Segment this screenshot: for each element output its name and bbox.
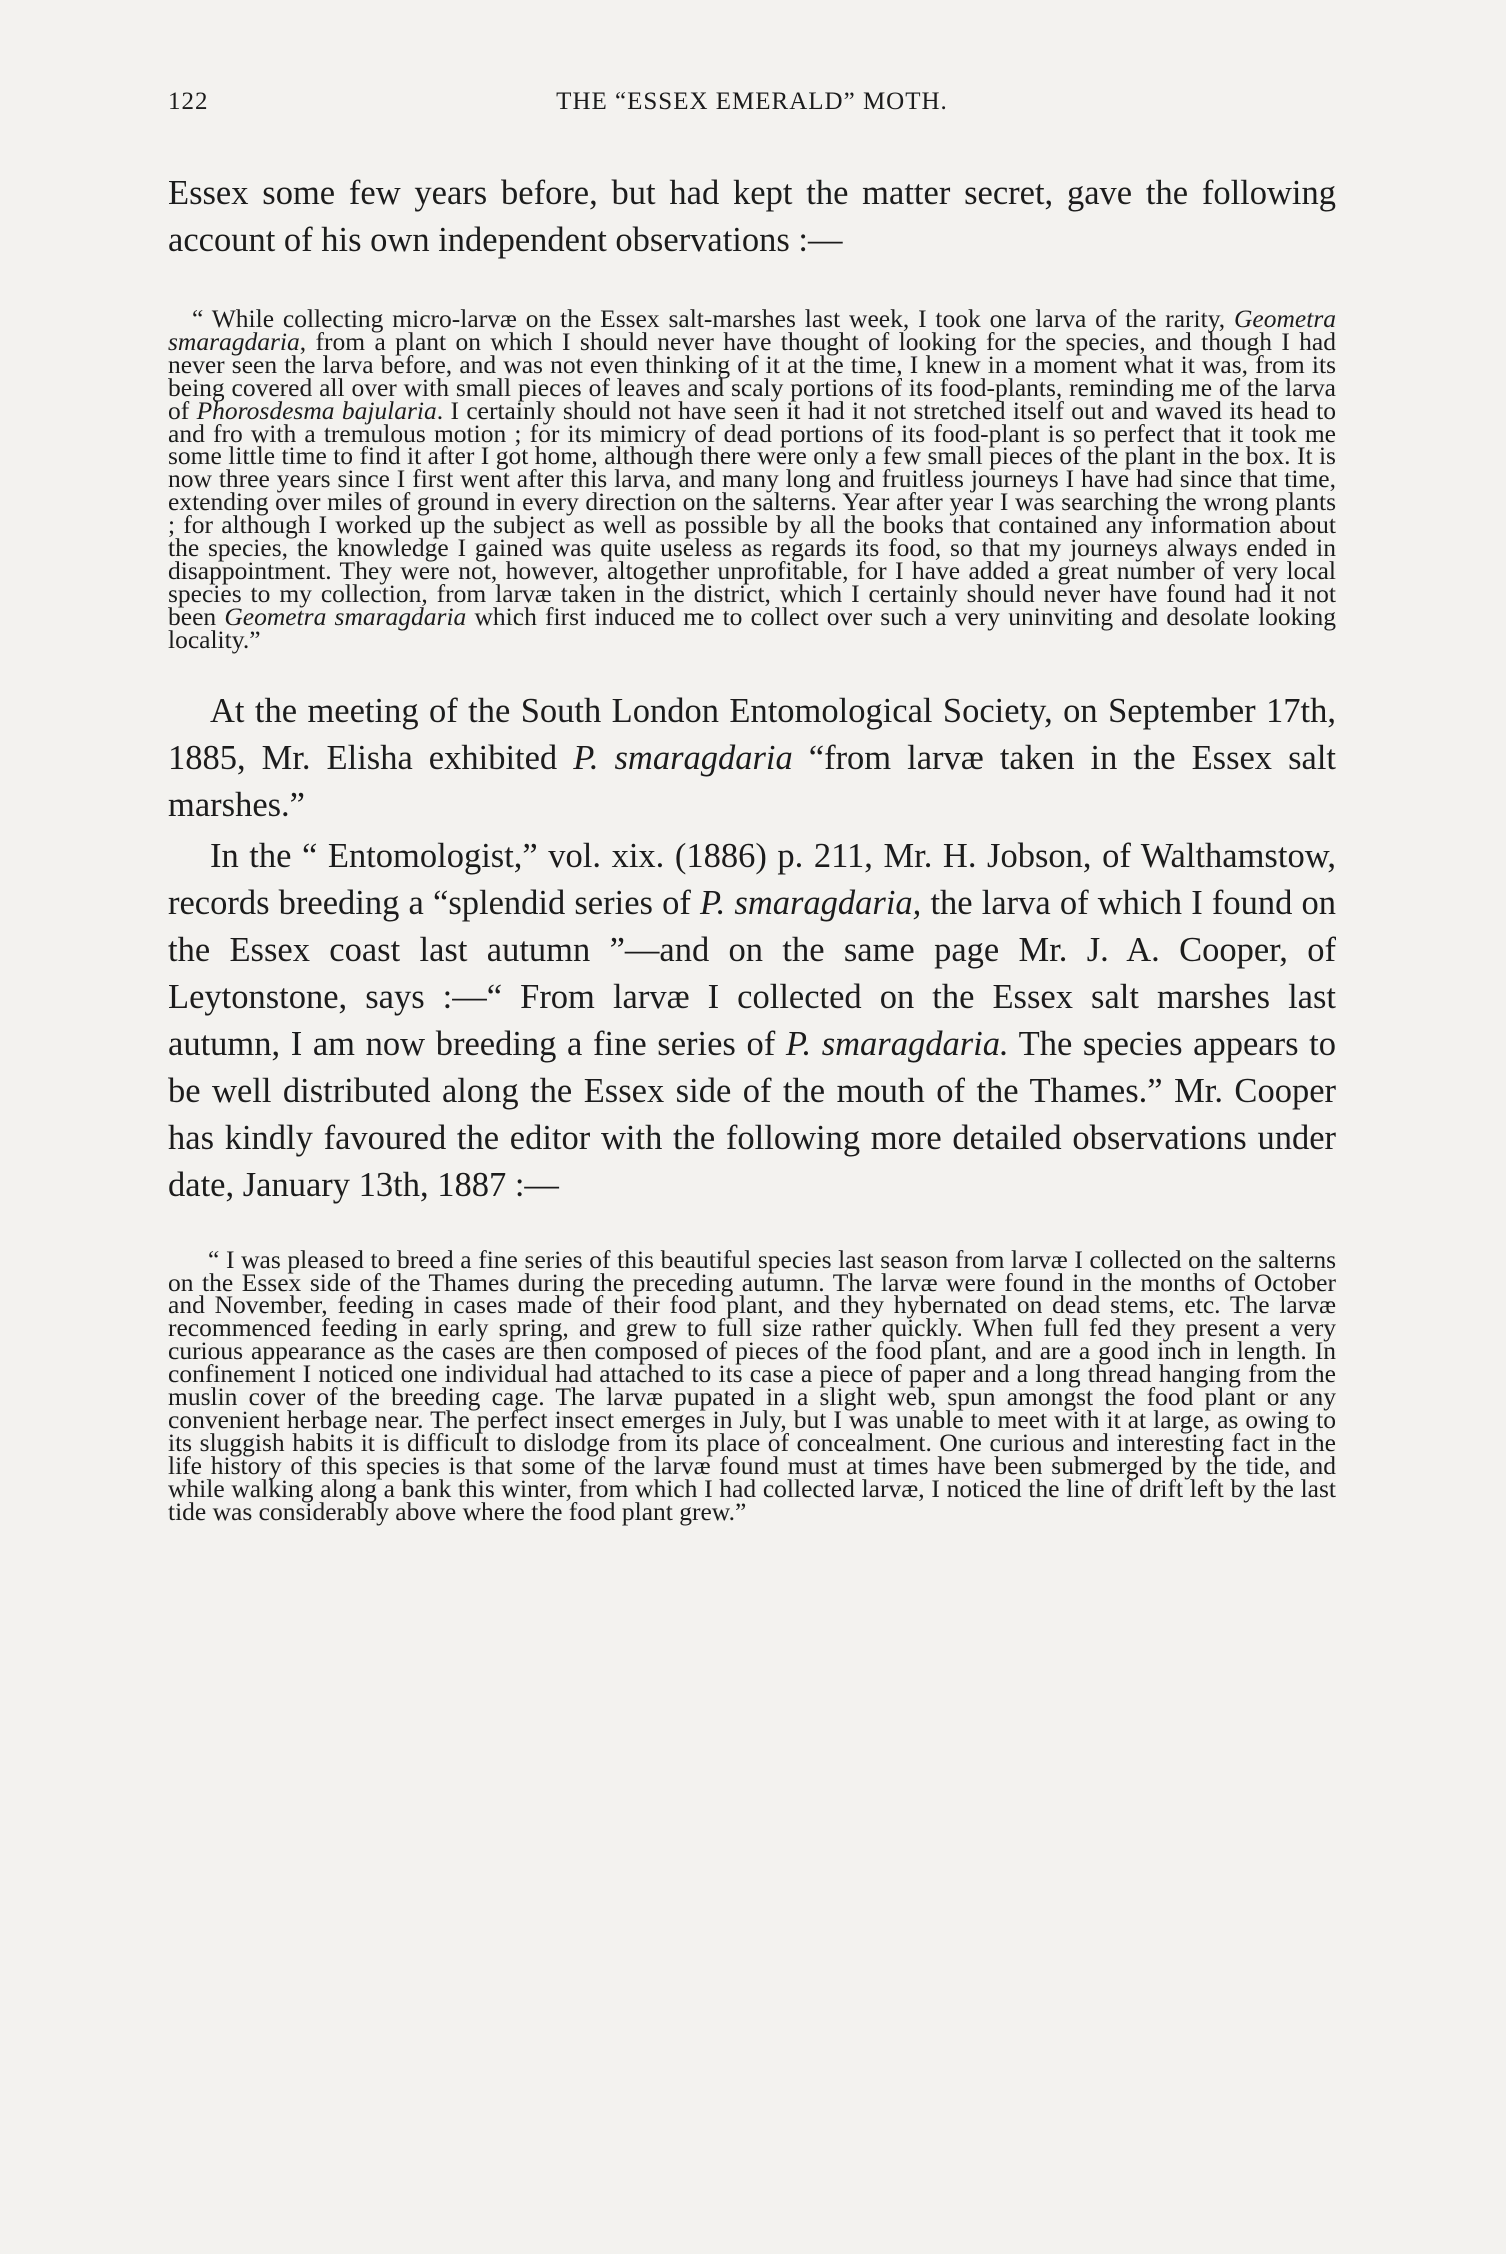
quotation-cooper-observations: “ I was pleased to breed a fine series of this beautiful species last season from larvæ I collected on the salterns on the Essex side of the Thames during the preceding autumn. The larvæ were found in the months of October and November, feeding in cases made of their food plant, and they hybernated on dead stems, etc. The larvæ recommenced feeding in early spring, and grew to full size rather quickly. When full fed they present a very curious appearance as the cases are then composed of pieces of the food plant, and are a good inch in length. In confinement I noticed one individual had attached to its case a piece of paper and a long thread hanging from the muslin cover of the breeding cage. The larvæ pupated in a slight web, spun amongst the food plant or any convenient herbage near. The perfect insect emerges in July, but I was unable to meet with it at large, as owing to its sluggish habits it is difficult to dislodge from its place of concealment. One curious and interesting fact in the life history of this species is that some of the larvæ found must at times have been submerged by the tide, and while walking along a bank this winter, from which I had collected larvæ, I noticed the line of drift left by the last tide was considerably above where the food plant grew.” bbox=[168, 1244, 1336, 1526]
book-page bbox=[168, 88, 1336, 1526]
running-title: THE “ESSEX EMERALD” MOTH. bbox=[556, 88, 948, 115]
quote-text: “ While collecting micro-larvæ on the Essex salt-marshes last week, I took one larva of the rarity, bbox=[192, 304, 1235, 333]
quotation-collector-account bbox=[168, 304, 1336, 654]
page-number: 122 bbox=[168, 88, 209, 115]
paragraph-text: the larva of which I found on the Essex coast last autumn ”—and on the same page Mr. J. A. Cooper, of Leytonstone, says :—“ From larvæ I collected on the Essex salt marshes last autumn, I am now breeding a fine series of bbox=[168, 883, 1336, 1063]
species-name: Geometra smaragdaria bbox=[224, 601, 467, 631]
paragraph-text: “from larvæ taken in the Essex salt marshes.” bbox=[168, 738, 1336, 824]
species-name: Phorosdesma bajularia bbox=[196, 395, 437, 425]
quote-text: . I certainly should not have seen it had it not stretched itself out and waved its head to and fro with a tremulous motion ; for its mimicry of dead portions of its food-plant is so perfect that it took me some little time to find it after I got home, although there were only a few small pieces of the plant in the box. It is now three years since I first went after this larva, and many long and fruitless journeys I have had since that time, extending over miles of ground in every direction on the salterns. Year after year I was searching the wrong plants ; for although I worked up the subject as well as possible by all the books that contained any information about the species, the knowledge I gained was quite useless as regards its food, so that my journeys always ended in disappointment. They were not, however, altogether unprofitable, for I have added a great number of very local species to my collection, from larvæ taken in the district, which I certainly should never have found had it not been bbox=[168, 395, 1336, 631]
paragraph-text: At the meeting of the South London Entomological Society, on September 17th, 1885, Mr. Elisha exhibited bbox=[168, 691, 1336, 777]
species-name: P. smaragdaria, bbox=[699, 883, 922, 922]
species-name: Geometra smaragdaria bbox=[168, 304, 1336, 356]
species-name: P. smaragdaria. bbox=[785, 1024, 1009, 1063]
paragraph-text: In the “ Entomologist,” vol. xix. (1886) p. 211, Mr. H. Jobson, of Walthamstow, records breeding a “splendid series of bbox=[168, 836, 1336, 922]
paragraph-society-meeting bbox=[168, 688, 1336, 829]
running-head bbox=[168, 88, 1336, 128]
paragraph-text: The species appears to be well distributed along the Essex side of the mouth of the Thames.” Mr. Cooper has kindly favoured the editor with the following more detailed observations under date, January 13th, 1887 :— bbox=[168, 1024, 1336, 1204]
species-name: P. smaragdaria bbox=[573, 738, 793, 777]
quote-text: , from a plant on which I should never have thought of looking for the species, and though I had never seen the larva before, and was not even thinking of it at the time, I knew in a moment what it was, from its being covered all over with small pieces of leaves and scaly portions of its food-plants, reminding me of the larva of bbox=[168, 326, 1336, 425]
paragraph-continuation: Essex some few years before, but had kept the matter secret, gave the following account of his own independent observations :— bbox=[168, 174, 1336, 259]
quote-text: which first induced me to collect over such a very uninviting and desolate looking locality.” bbox=[168, 601, 1336, 654]
paragraph-entomologist-records bbox=[168, 833, 1336, 1209]
